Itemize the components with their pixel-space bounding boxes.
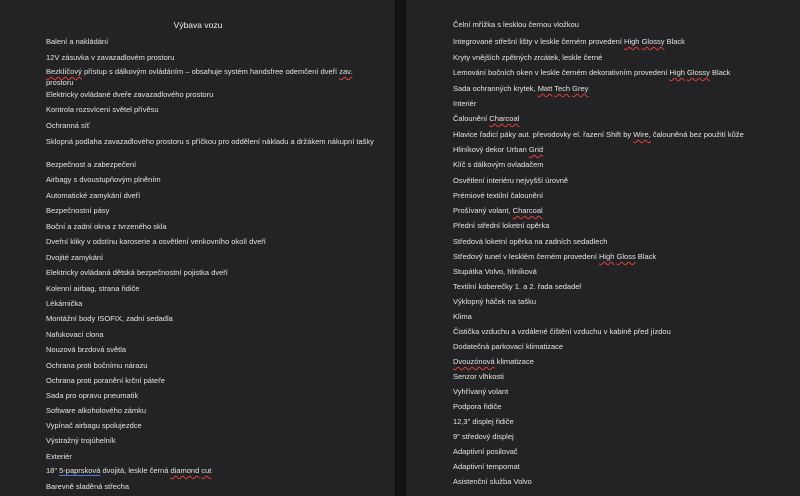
left-list-item: 12V zásuvka v zavazadlovém prostoru — [46, 53, 175, 62]
right-list-item: Klima — [453, 312, 472, 321]
left-list-item: Kolenní airbag, strana řidiče — [46, 284, 140, 293]
right-list-item: Stupátka Volvo, hliníková — [453, 267, 537, 276]
left-list-item: Kontrola rozsvícení světel přívěsu — [46, 105, 159, 114]
right-list-item: Čistička vzduchu a vzdálené čištění vzduchu v kabině před jízdou — [453, 327, 671, 336]
right-list-item: Přední střední loketní opěrka — [453, 221, 550, 230]
left-list-item: Software alkoholového zámku — [46, 406, 147, 415]
left-list-item: Nouzová brzdová světla — [46, 345, 127, 354]
left-list-item: Elektricky ovládané dveře zavazadlového prostoru — [46, 90, 214, 99]
left-list-item: Lékárnička — [46, 299, 83, 308]
right-list-item: 12,3" displej řidiče — [453, 417, 514, 426]
left-list-item: Dveřní kliky v odstínu karoserie a osvětlení venkovního okolí dveří — [46, 237, 266, 246]
left-list-item: Vypínač airbagu spolujezdce — [46, 421, 142, 430]
left-list-item: Dvojité zamykání — [46, 253, 104, 262]
left-list-item: Exteriér — [46, 452, 72, 461]
right-list-item: Hliníkový dekor Urban Grid — [453, 145, 544, 154]
left-list-item: Sklopná podlaha zavazadlového prostoru s příčkou pro oddělení nákladu a držákem nákupní tašky — [46, 137, 374, 146]
right-list-item: Dvouzónová klimatizace — [453, 357, 534, 366]
right-list-item: Kryty vnějších zpětných zrcátek, leskle černé — [453, 53, 603, 62]
right-list-item: Středová loketní opěrka na zadních sedadlech — [453, 237, 608, 246]
right-list-item: Hlavice řadicí páky aut. převodovky el. řazení Shift by Wire, čalouněná bez použití kůže — [453, 130, 744, 139]
right-list-item: Prémiové textilní čalounění — [453, 191, 544, 200]
right-list-item: Osvětlení interiéru nejvyšší úrovně — [453, 176, 569, 185]
left-list-item: Airbagy s dvoustupňovým plněním — [46, 175, 161, 184]
right-list-item: Prošívaný volant, Charcoal — [453, 206, 543, 215]
right-list-item: Interiér — [453, 99, 477, 108]
left-list-item: Barevně sladěná střecha — [46, 482, 130, 491]
right-list-item: Textilní koberečky 1. a 2. řada sedadel — [453, 282, 582, 291]
left-list-item: Bezklíčový přístup s dálkovým ovládáním – obsahuje systém handsfree odemčení dveří zav. prostoru — [46, 67, 353, 87]
right-list-item: Dodatečná parkovací klimatizace — [453, 342, 564, 351]
left-list-item: Ochranná síť — [46, 121, 90, 130]
left-list-item: Montážní body ISOFIX, zadní sedadla — [46, 314, 173, 323]
document-title: Výbava vozu — [173, 20, 223, 30]
left-list-item: 18" 5-paprsková dvojitá, leskle černá diamond cut — [46, 466, 212, 475]
right-list-item: Čelní mřížka s lesklou černou vložkou — [453, 20, 579, 29]
right-list-item: Sada ochranných krytek, Matt Tech Grey — [453, 84, 589, 93]
right-list-item: Čalounění Charcoal — [453, 114, 520, 123]
right-list-item: Integrované střešní lišty v leskle černém provedení High Glossy Black — [453, 37, 685, 46]
left-list-item: Elektricky ovládaná dětská bezpečnostní pojistka dveří — [46, 268, 228, 277]
page-gutter — [396, 0, 405, 496]
right-list-item: Senzor vlhkosti — [453, 372, 504, 381]
left-list-item: Sada pro opravu pneumatik — [46, 391, 139, 400]
left-list-item: Balení a nakládání — [46, 37, 109, 46]
right-list-item: Středový tunel v lesklém černém provedení High Gloss Black — [453, 252, 657, 261]
left-list-item: Automatické zamykání dveří — [46, 191, 141, 200]
right-list-item: Lemování bočních oken v leskle černém dekorativním provedení High Glossy Black — [453, 68, 731, 77]
left-list-item: Bezpečnost a zabezpečení — [46, 160, 137, 169]
right-list-item: Vyhřívaný volant — [453, 387, 509, 396]
right-list-item: Klíč s dálkovým ovladačem — [453, 160, 544, 169]
document-page-left — [0, 0, 396, 496]
right-list-item: Podpora řidiče — [453, 402, 502, 411]
right-list-item: Výklopný háček na tašku — [453, 297, 537, 306]
right-list-item: Adaptivní posilovač — [453, 447, 518, 456]
left-list-item: Výstražný trojúhelník — [46, 436, 116, 445]
right-list-item: 9" středový displej — [453, 432, 514, 441]
right-list-item: Asistenční služba Volvo — [453, 477, 532, 486]
right-list-item: Adaptivní tempomat — [453, 462, 520, 471]
document-page-right — [405, 0, 800, 496]
left-list-item: Nafukovací clona — [46, 330, 104, 339]
left-list-item: Ochrana proti poranění krční páteře — [46, 376, 165, 385]
left-list-item: Ochrana proti bočnímu nárazu — [46, 361, 148, 370]
left-list-item: Boční a zadní okna z tvrzeného skla — [46, 222, 167, 231]
left-list-item: Bezpečnostní pásy — [46, 206, 110, 215]
